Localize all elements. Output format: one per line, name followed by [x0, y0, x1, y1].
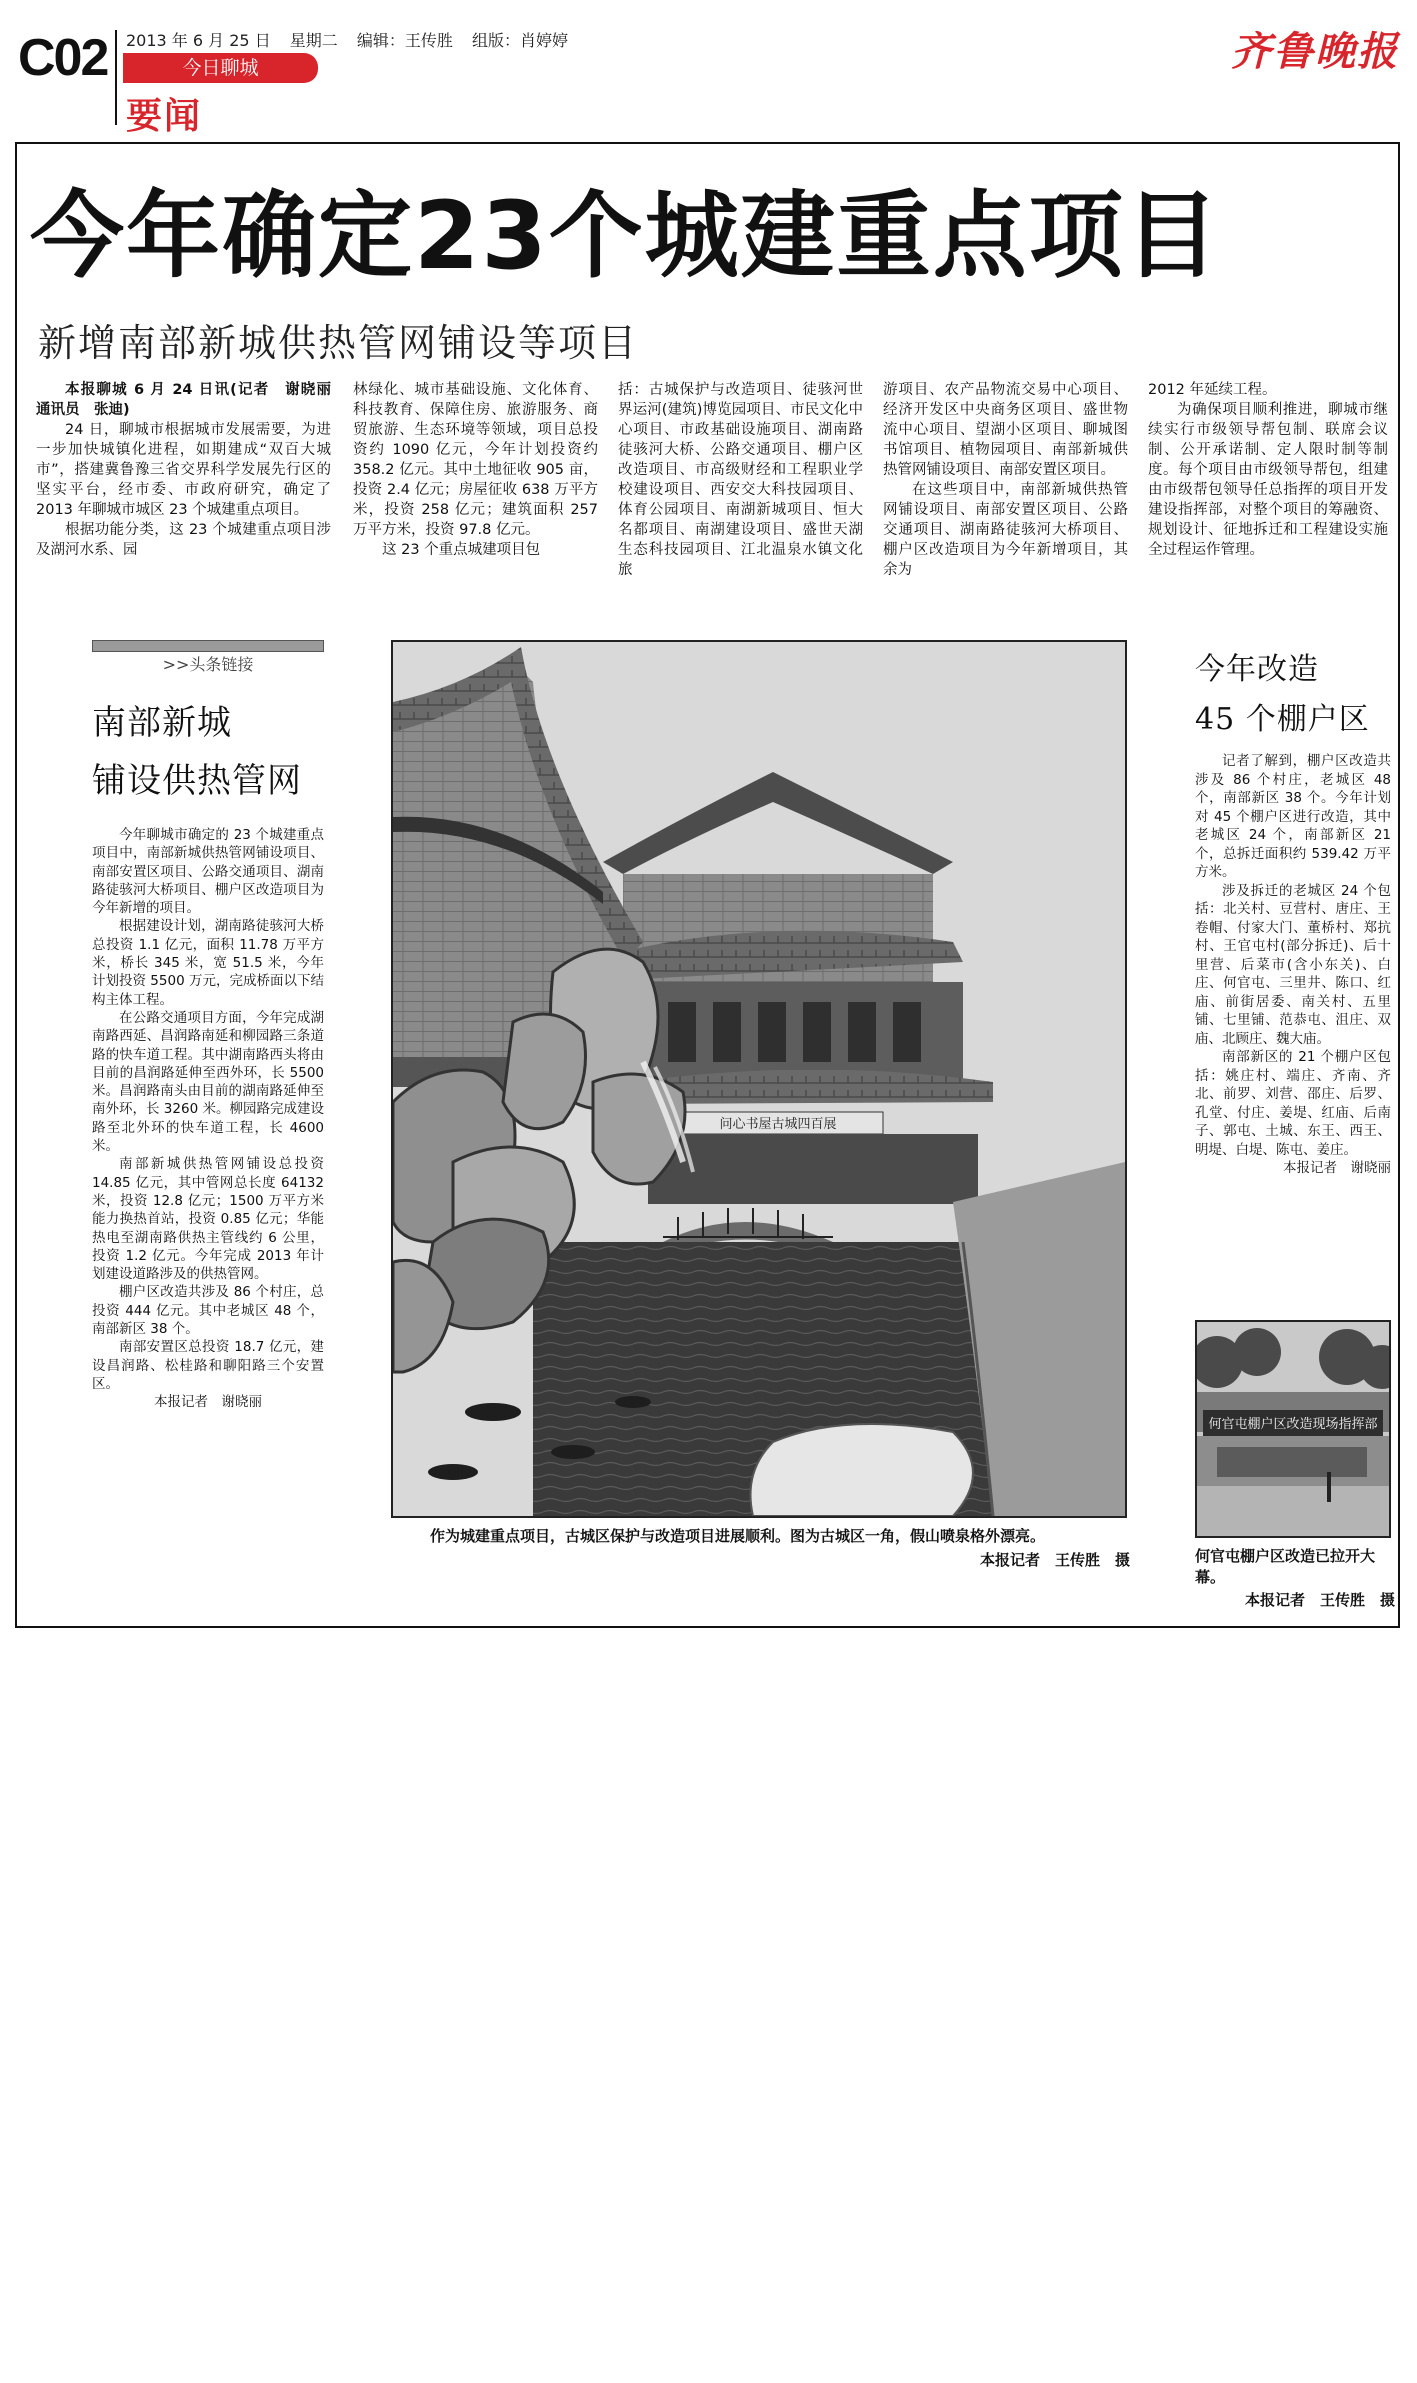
demolition-site-photo [1197, 1322, 1389, 1536]
article-column-1 [36, 380, 346, 560]
article-paragraph: 括：古城保护与改造项目、徒骇河世界运河(建筑)博览园项目、市民文化中心项目、市政基础设施项目、湖南路徒骇河大桥、公路交通项目、棚户区改造项目、市高级财经和工程职业学校建设项目、西安交大科技园项目、体育公园项目、南湖新城项目、恒大名都项目、南湖建设项目、盛世天湖生态科技园项目、江北温泉水镇文化旅 [618, 382, 863, 578]
article-paragraph: 为确保项目顺利推进，聊城市继续实行市级领导帮包制、联席会议制、公开承诺制、定人限时制等制度。每个项目由市级领导帮包，组建由市级帮包领导任总指挥的项目开发建设指挥部，对整个项目的筹融资、规划设计、征地拆迁和工程建设实施全过程运作管理。 [1148, 402, 1388, 558]
sidebar-right-heading [1195, 645, 1370, 745]
sidebar-paragraph: 南部新城供热管网铺设总投资 14.85 亿元，其中管网总长度 64132 米，投资 12.8 亿元；1500 万平方米能力换热首站，投资 0.85 亿元；华能热电至湖南路供热主管线约 6 公里，投资 1.2 亿元。今年完成 2013 年计划建设道路涉及的供热管网。 [92, 1156, 324, 1283]
subheadline: 新增南部新城供热管网铺设等项目 [38, 321, 639, 365]
article-paragraph: 2012 年延续工程。 [1148, 382, 1277, 398]
shanty-photo [1195, 1320, 1391, 1538]
page-number: C02 [18, 29, 108, 87]
issue-date: 2013 年 6 月 25 日 [126, 31, 271, 50]
header-divider [115, 30, 117, 125]
section-tab: 今日聊城 [123, 53, 318, 83]
sidebar-paragraph: 今年聊城市确定的 23 个城建重点项目中，南部新城供热管网铺设项目、南部安置区项目、公路交通项目、湖南路徒骇河大桥项目、棚户区改造项目为今年新增的项目。 [92, 827, 324, 917]
sidebar-right-body [1195, 752, 1391, 1178]
sidebar-left-heading-line1: 南部新城 [92, 703, 232, 743]
article-column-5 [1148, 380, 1388, 560]
sidebar-paragraph: 南部新区的 21 个棚户区包括：姚庄村、端庄、齐南、齐北、前罗、刘营、邵庄、后罗、孔堂、付庄、姜堤、红庙、后南子、郭屯、土城、东王、西王、明堤、白堤、陈屯、姜庄。 [1195, 1049, 1391, 1158]
header-meta [126, 28, 582, 51]
shanty-photo-credit: 本报记者 王传胜 摄 [1244, 1591, 1395, 1609]
link-bar-stripe [92, 640, 324, 652]
article-paragraph: 游项目、农产品物流交易中心项目、经济开发区中央商务区项目、盛世物流中心项目、望湖小区项目、聊城图书馆项目、植物园项目、南部新城供热管网铺设项目、南部安置区项目。 [883, 382, 1128, 478]
newspaper-logo: 齐鲁晚报 [1231, 28, 1399, 75]
sidebar-right-byline: 本报记者 谢晓丽 [1283, 1160, 1391, 1176]
article-paragraph: 根据功能分类，这 23 个城建重点项目涉及湖河水系、园 [36, 522, 331, 558]
sidebar-left-byline: 本报记者 谢晓丽 [154, 1394, 262, 1411]
section-title: 要闻 [126, 95, 203, 137]
layout-credit: 组版：肖婷婷 [472, 31, 569, 50]
sidebar-paragraph: 记者了解到，棚户区改造共涉及 86 个村庄，老城区 48 个，南部新区 38 个。今年计划对 45 个棚户区进行改造，其中老城区 24 个，南部新区 21 个，总拆迁面积约 539.42 万平方米。 [1195, 753, 1391, 880]
main-photo-caption: 作为城建重点项目，古城区保护与改造项目进展顺利。图为古城区一角，假山喷泉格外漂亮。 [430, 1527, 1046, 1545]
sidebar-left-body [92, 826, 324, 1412]
link-bar-label: >>头条链接 [162, 655, 254, 674]
main-photo-credit: 本报记者 王传胜 摄 [979, 1551, 1130, 1569]
sidebar-paragraph: 根据建设计划，湖南路徒骇河大桥总投资 1.1 亿元，面积 11.78 万平方米，桥长 345 米，宽 51.5 米，今年计划投资 5500 万元，完成桥面以下结构主体工程。 [92, 918, 324, 1008]
shanty-photo-caption: 何官屯棚户区改造已拉开大幕。 [1195, 1547, 1376, 1586]
sidebar-left-heading [92, 694, 302, 810]
article-column-2 [353, 380, 598, 560]
headline: 今年确定23个城建重点项目 [30, 182, 1221, 291]
issue-weekday: 星期二 [289, 31, 338, 50]
sidebar-right-heading-line2: 45 个棚户区 [1195, 702, 1370, 737]
sidebar-paragraph: 涉及拆迁的老城区 24 个包括：北关村、豆营村、唐庄、王卷帽、付家大门、董桥村、郑抗村、王官屯村(部分拆迁)、后十里营、后菜市(含小东关)、白庄、何官屯、三里井、陈口、红庙、前街居委、南关村、五里铺、七里铺、范恭屯、沮庄、双庙、北顾庄、魏大庙。 [1195, 882, 1391, 1047]
article-column-4 [883, 380, 1128, 580]
article-paragraph: 这 23 个重点城建项目包 [382, 542, 541, 558]
sidebar-paragraph: 棚户区改造共涉及 86 个村庄，总投资 444 亿元。其中老城区 48 个，南部新区 38 个。 [92, 1284, 324, 1338]
article-column-3 [618, 380, 863, 580]
article-paragraph: 林绿化、城市基础设施、文化体育、科技教育、保障住房、旅游服务、商贸旅游、生态环境等领域，项目总投资约 1090 亿元，今年计划投资约 358.2 亿元。其中土地征收 905 亩，投资 2.4 亿元；房屋征收 638 万平方米，投资 258 亿元；建筑面积 257 万平方米，投资 97.8 亿元。 [353, 382, 598, 538]
banner-text: 何官屯棚户区改造现场指挥部 [1208, 1417, 1378, 1432]
article-paragraph: 24 日，聊城市根据城市发展需要，为进一步加快城镇化进程，如期建成“双百大城市”，搭建冀鲁豫三省交界科学发展先行区的坚实平台，经市委、市政府研究，确定了 2013 年聊城市城区 23 个城建重点项目。 [36, 422, 331, 518]
sidebar-left-heading-line2: 铺设供热管网 [92, 761, 302, 801]
sidebar-paragraph: 南部安置区总投资 18.7 亿元，建设昌润路、松桂路和聊阳路三个安置区。 [92, 1339, 324, 1392]
ancient-city-photo [393, 642, 1125, 1516]
headline-link-bar [92, 640, 324, 674]
dateline: 本报聊城 6 月 24 日讯(记者 谢晓丽 通讯员 张迪) [36, 382, 346, 418]
foreground-rocks [751, 1424, 974, 1516]
main-photo [391, 640, 1127, 1518]
editor-credit: 编辑：王传胜 [356, 31, 453, 50]
article-paragraph: 在这些项目中，南部新城供热管网铺设项目、南部安置区项目、公路交通项目、湖南路徒骇河大桥项目、棚户区改造项目为今年新增项目，其余为 [883, 482, 1128, 578]
sidebar-right-heading-line1: 今年改造 [1195, 652, 1319, 687]
sidebar-paragraph: 在公路交通项目方面，今年完成湖南路西延、昌润路南延和柳园路三条道路的快车道工程。其中湖南路西头将由目前的昌润路延伸至西外环，长 5500 米。昌润路南头由目前的湖南路延伸至南外环，长 3260 米。柳园路完成建设路至北外环的快车道工程，长 4600 米。 [92, 1009, 324, 1155]
signboard-text: 问心书屋古城四百展 [719, 1117, 837, 1132]
